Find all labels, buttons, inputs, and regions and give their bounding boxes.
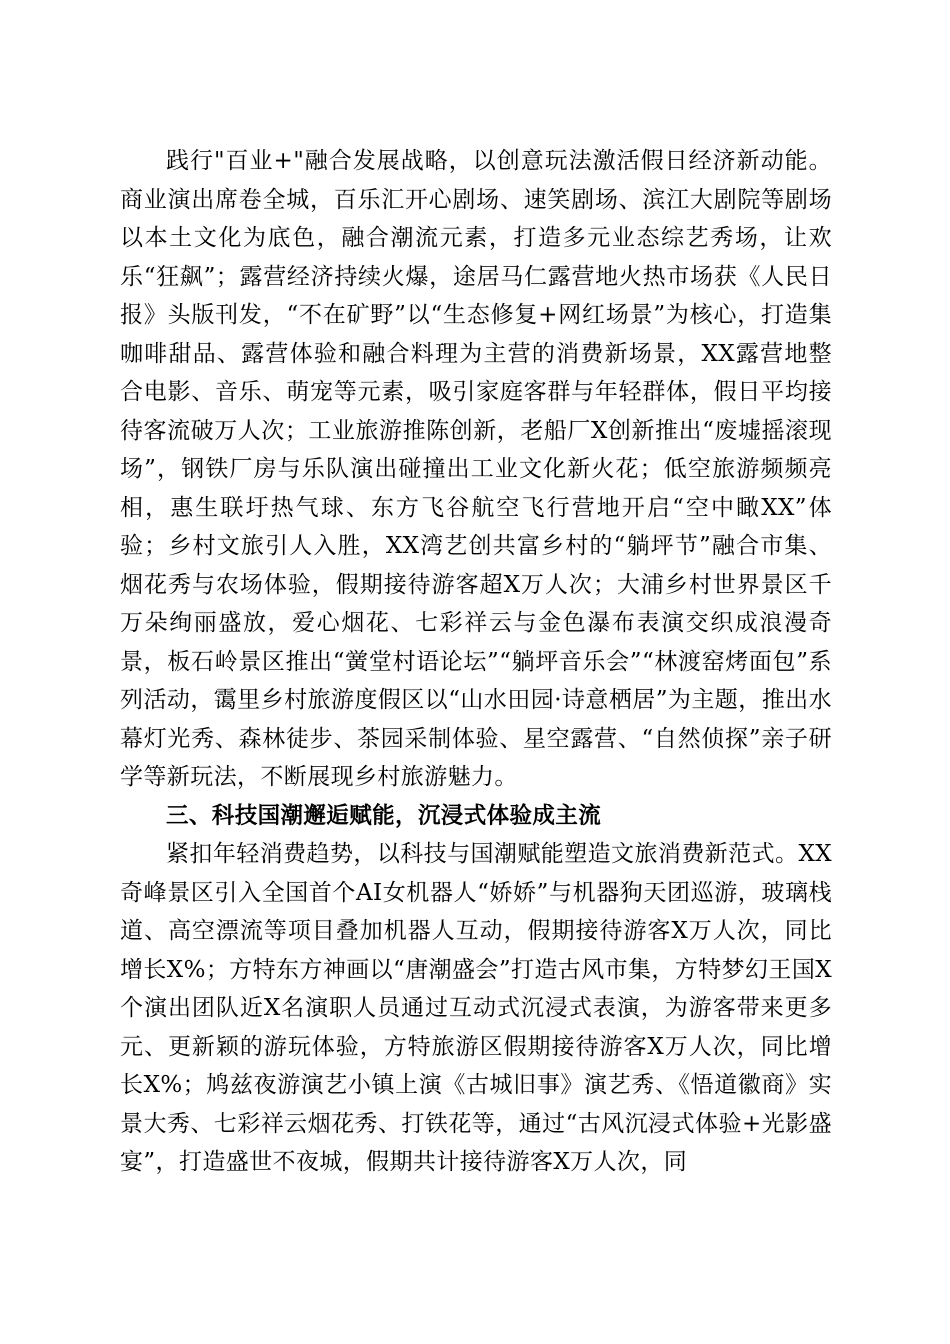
- section-heading-3: 三、科技国潮邂逅赋能，沉浸式体验成主流: [166, 802, 602, 829]
- paragraph-hundred-industries: 践行"百业+"融合发展战略，以创意玩法激活假日经济新动能。商业演出席卷全城，百乐汇开心剧场、速笑剧场、滨江大剧院等剧场以本土文化为底色，融合潮流元素，打造多元业态综艺秀场，让欢乐“狂飙”；露营经济持续火爆，途居马仁露营地火热市场获《人民日报》头版刊发，“不在矿野”以“生态修复+网红场景”为核心，打造集咖啡甜品、露营体验和融合料理为主营的消费新场景，XX露营地整合电影、音乐、萌宠等元素，吸引家庭客群与年轻群体，假日平均接待客流破万人次；工业旅游推陈创新，老船厂X创新推出“废墟摇滚现场”，钢铁厂房与乐队演出碰撞出工业文化新火花；低空旅游频频亮相，惠生联圩热气球、东方飞谷航空飞行营地开启“空中瞰XX”体验；乡村文旅引人入胜，XX湾艺创共富乡村的“躺坪节”融合市集、烟花秀与农场体验，假期接待游客超X万人次；大浦乡村世界景区千万朵绚丽盛放，爱心烟花、七彩祥云与金色瀑布表演交织成浪漫奇景，板石岭景区推出“黉堂村语论坛”“躺坪音乐会”“林渡窑烤面包”系列活动，霭里乡村旅游度假区以“山水田园·诗意栖居”为主题，推出水幕灯光秀、森林徒步、茶园采制体验、星空露营、“自然侦探”亲子研学等新玩法，不断展现乡村旅游魅力。: [120, 148, 832, 790]
- paragraph-tech-guochao: 紧扣年轻消费趋势，以科技与国潮赋能塑造文旅消费新范式。XX奇峰景区引入全国首个AI女机器人“娇娇”与机器狗天团巡游，玻璃栈道、高空漂流等项目叠加机器人互动，假期接待游客X万人次，同比增长X%；方特东方神画以“唐潮盛会”打造古风市集，方特梦幻王国X个演出团队近X名演职人员通过互动式沉浸式表演，为游客带来更多元、更新颖的游玩体验，方特旅游区假期接待游客X万人次，同比增长X%；鸠兹夜游演艺小镇上演《古城旧事》演艺秀、《悟道徽商》实景大秀、七彩祥云烟花秀、打铁花等，通过“古风沉浸式体验+光影盛宴”，打造盛世不夜城，假期共计接待游客X万人次，同: [120, 841, 832, 1175]
- document-body: [120, 142, 832, 1182]
